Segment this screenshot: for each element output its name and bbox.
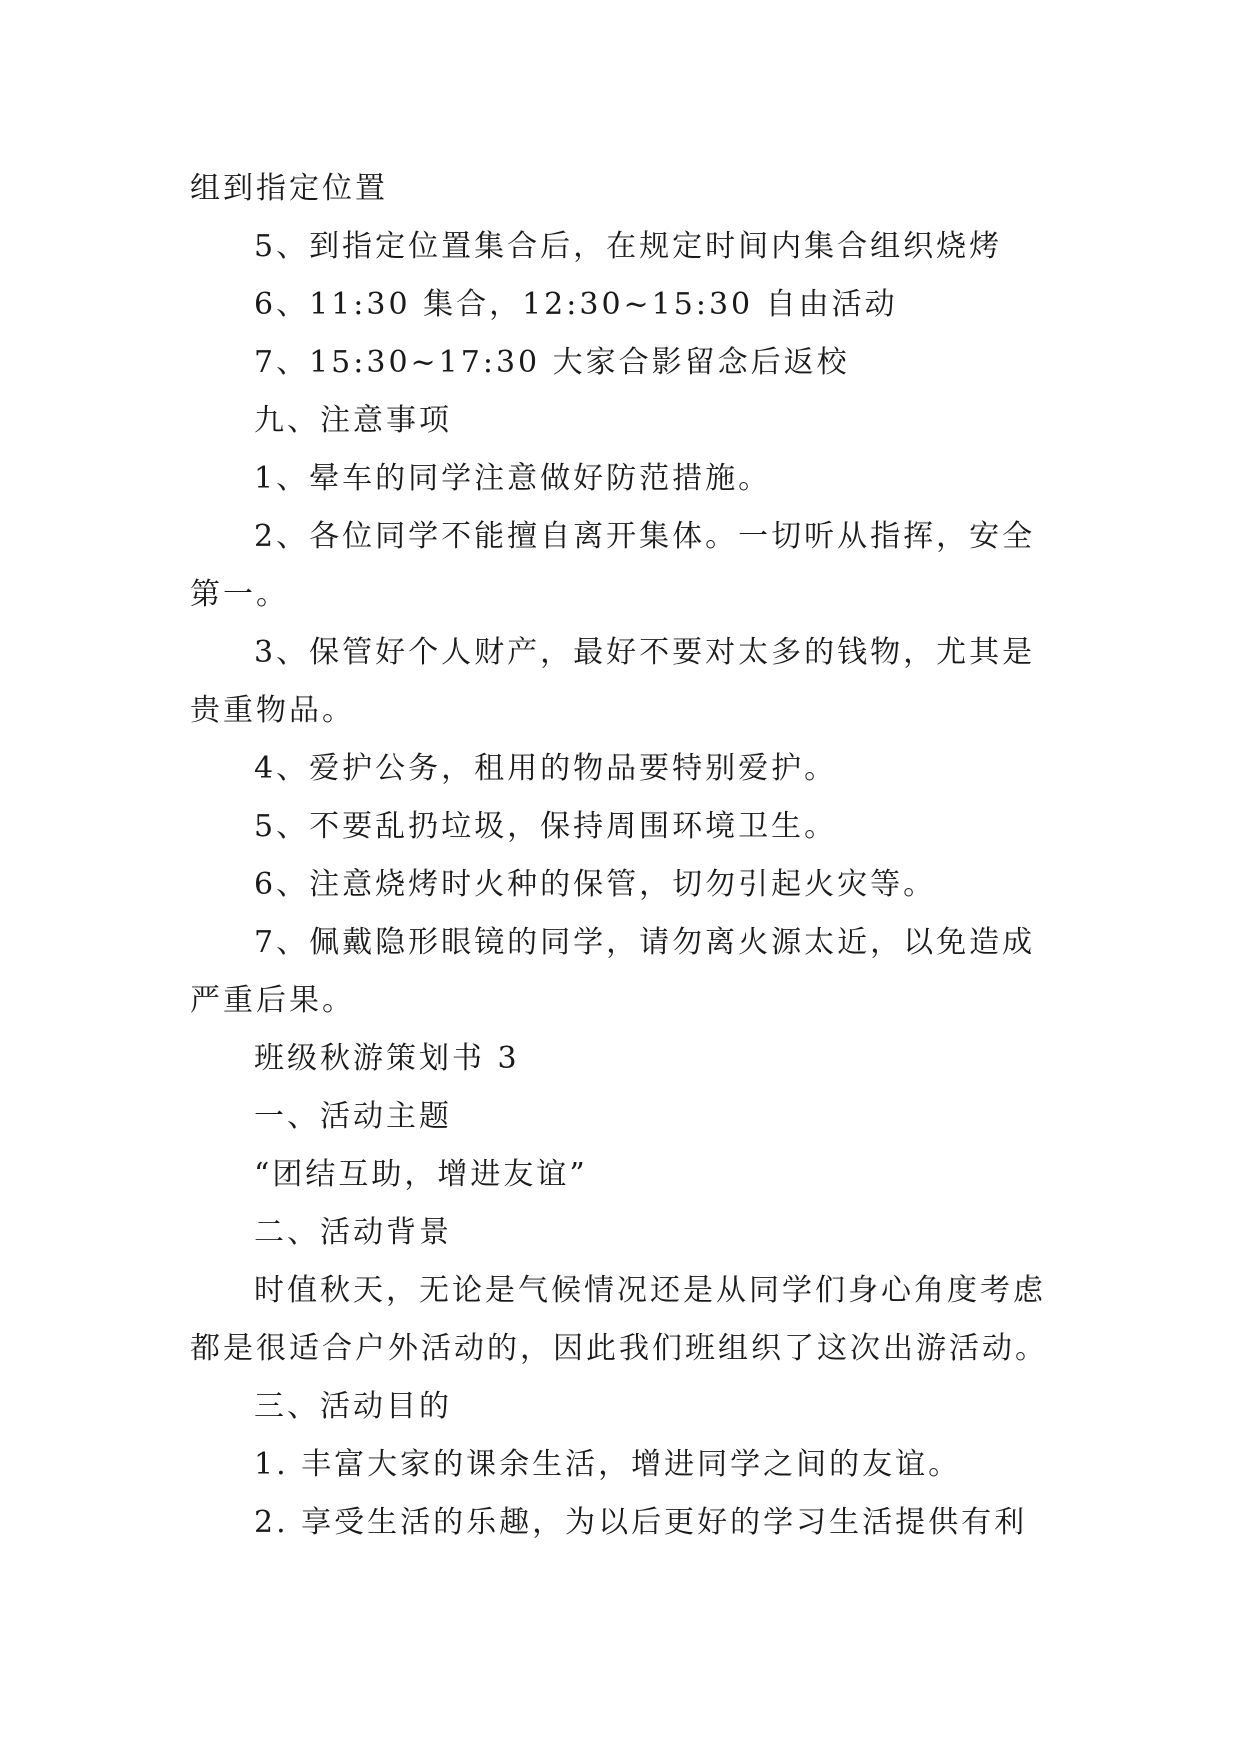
text-line: “团结互助，增进友谊” xyxy=(254,1157,588,1192)
text-line: 5、不要乱扔垃圾，保持周围环境卫生。 xyxy=(254,809,838,844)
text-line: 班级秋游策划书 3 xyxy=(254,1041,520,1076)
text-line: 第一。 xyxy=(190,577,289,612)
document-body xyxy=(190,160,1050,1552)
text-line: 7、佩戴隐形眼镜的同学，请勿离火源太近，以免造成 xyxy=(254,925,1036,960)
text-line: 2、各位同学不能擅自离开集体。一切听从指挥，安全 xyxy=(254,519,1036,554)
text-line: 严重后果。 xyxy=(190,983,355,1018)
text-line: 都是很适合户外活动的，因此我们班组织了这次出游活动。 xyxy=(190,1331,1048,1366)
text-line: 6、注意烧烤时火种的保管，切勿引起火灾等。 xyxy=(254,867,937,902)
text-line: 九、注意事项 xyxy=(254,403,452,438)
text-line: 3、保管好个人财产，最好不要对太多的钱物，尤其是 xyxy=(254,635,1036,670)
text-line: 6、11:30 集合，12:30~15:30 自由活动 xyxy=(254,287,898,322)
text-line: 1、晕车的同学注意做好防范措施。 xyxy=(254,461,772,496)
text-line: 贵重物品。 xyxy=(190,693,355,728)
text-line: 组到指定位置 xyxy=(190,171,388,206)
text-line: 1. 丰富大家的课余生活，增进同学之间的友谊。 xyxy=(254,1447,962,1482)
text-line: 三、活动目的 xyxy=(254,1389,452,1424)
text-line: 4、爱护公务，租用的物品要特别爱护。 xyxy=(254,751,838,786)
text-line: 时值秋天，无论是气候情况还是从同学们身心角度考虑 xyxy=(254,1273,1046,1308)
text-line: 5、到指定位置集合后，在规定时间内集合组织烧烤 xyxy=(254,229,1003,264)
text-line: 二、活动背景 xyxy=(254,1215,452,1250)
text-line: 2. 享受生活的乐趣，为以后更好的学习生活提供有利 xyxy=(254,1505,1028,1540)
text-line: 7、15:30~17:30 大家合影留念后返校 xyxy=(254,345,850,380)
text-line: 一、活动主题 xyxy=(254,1099,452,1134)
